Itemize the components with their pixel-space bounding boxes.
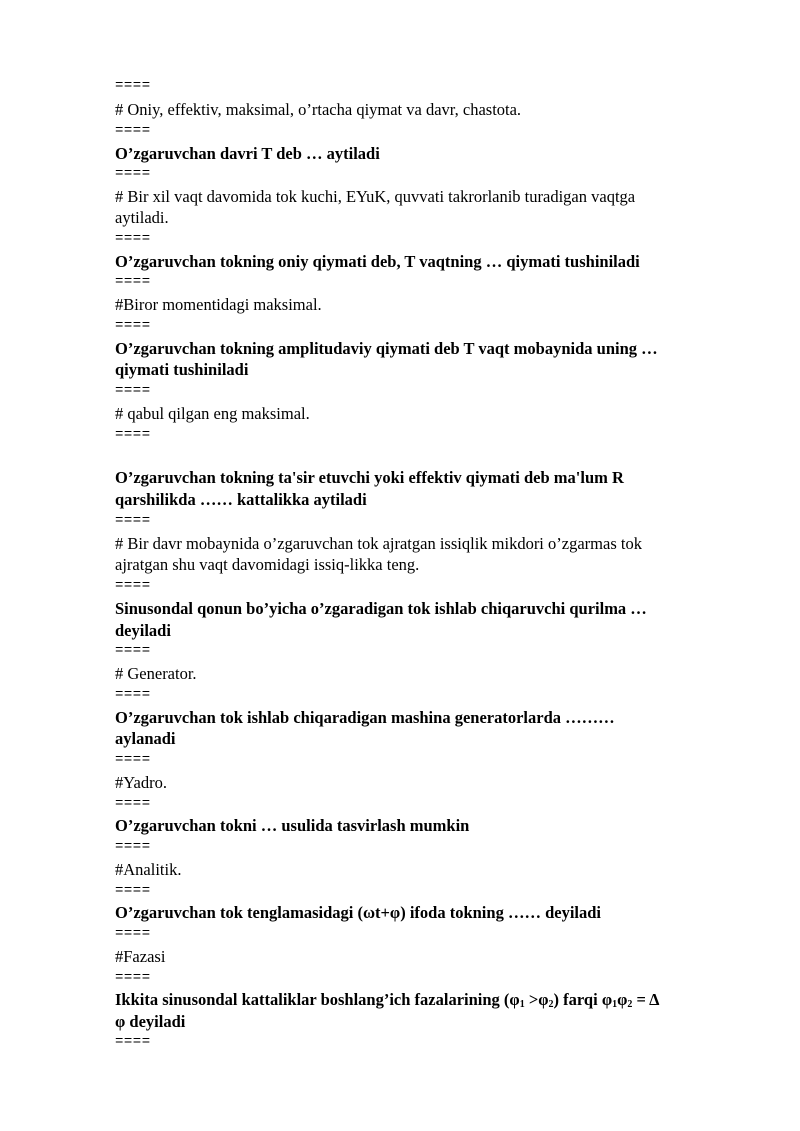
subscript: 1 [612,999,618,1010]
separator: ==== [115,752,151,768]
question-text: qarshilikda …… kattalikka aytiladi [115,490,367,509]
separator: ==== [115,796,151,812]
separator: ==== [115,578,151,594]
separator: ==== [115,318,151,334]
question-text-part: Ikkita sinusondal kattaliklar boshlang’ich fazalarining (φ [115,990,520,1009]
separator: ==== [115,513,151,529]
separator: ==== [115,839,151,855]
separator: ==== [115,427,151,443]
answer-text: #Fazasi [115,947,166,966]
answer-text: # Bir xil vaqt davomida tok kuchi, EYuK, quvvati takrorlanib turadigan vaqtga [115,187,636,206]
separator: ==== [115,643,151,659]
separator: ==== [115,274,151,290]
question-text: O’zgaruvchan tokning oniy qiymati deb, T vaqtning … qiymati tushiniladi [115,252,640,271]
separator: ==== [115,123,151,139]
question-text: O’zgaruvchan tokning ta'sir etuvchi yoki effektiv qiymati deb ma'lum R [115,468,624,487]
answer-text: # Oniy, effektiv, maksimal, o’rtacha qiymat va davr, chastota. [115,100,522,119]
answer-text: ajratgan shu vaqt davomidagi issiq-likka teng. [115,555,420,574]
separator: ==== [115,926,151,942]
answer-text: aytiladi. [115,208,169,227]
separator: ==== [115,883,151,899]
question-text: Sinusondal qonun bo’yicha o’zgaradigan tok ishlab chiqaruvchi qurilma … [115,599,647,618]
separator: ==== [115,1034,151,1050]
question-text: aylanadi [115,729,176,748]
answer-text: # Bir davr mobaynida o’zgaruvchan tok ajratgan issiqlik mikdori o’zgarmas tok [115,534,642,553]
question-text-part: >φ [524,990,549,1009]
separator: ==== [115,970,151,986]
subscript: 2 [627,999,633,1010]
answer-text: #Analitik. [115,860,182,879]
question-text-part: ) farqi φ [553,990,613,1009]
subscript: 1 [519,999,525,1010]
separator: ==== [115,687,151,703]
separator: ==== [115,231,151,247]
answer-text: #Yadro. [115,773,167,792]
question-text: O’zgaruvchan tok ishlab chiqaradigan mashina generatorlarda ……… [115,708,615,727]
question-text: O’zgaruvchan tok tenglamasidagi (ωt+φ) ifoda tokning …… deyiladi [115,903,602,922]
question-text: qiymati tushiniladi [115,360,249,379]
question-text: O’zgaruvchan tokni … usulida tasvirlash mumkin [115,816,470,835]
question-text: O’zgaruvchan davri T deb … aytiladi [115,144,380,163]
separator: ==== [115,383,151,399]
question-text: φ deyiladi [115,1012,186,1031]
answer-text: # Generator. [115,664,197,683]
separator: ==== [115,166,151,182]
question-text: O’zgaruvchan tokning amplitudaviy qiymati deb T vaqt mobaynida uning … [115,339,658,358]
answer-text: #Biror momentidagi maksimal. [115,295,322,314]
question-text-part: φ [617,990,628,1009]
subscript: 2 [548,999,554,1010]
answer-text: # qabul qilgan eng maksimal. [115,404,310,423]
question-text: deyiladi [115,621,171,640]
separator: ==== [115,78,151,94]
question-text-part: = Δ [632,990,660,1009]
